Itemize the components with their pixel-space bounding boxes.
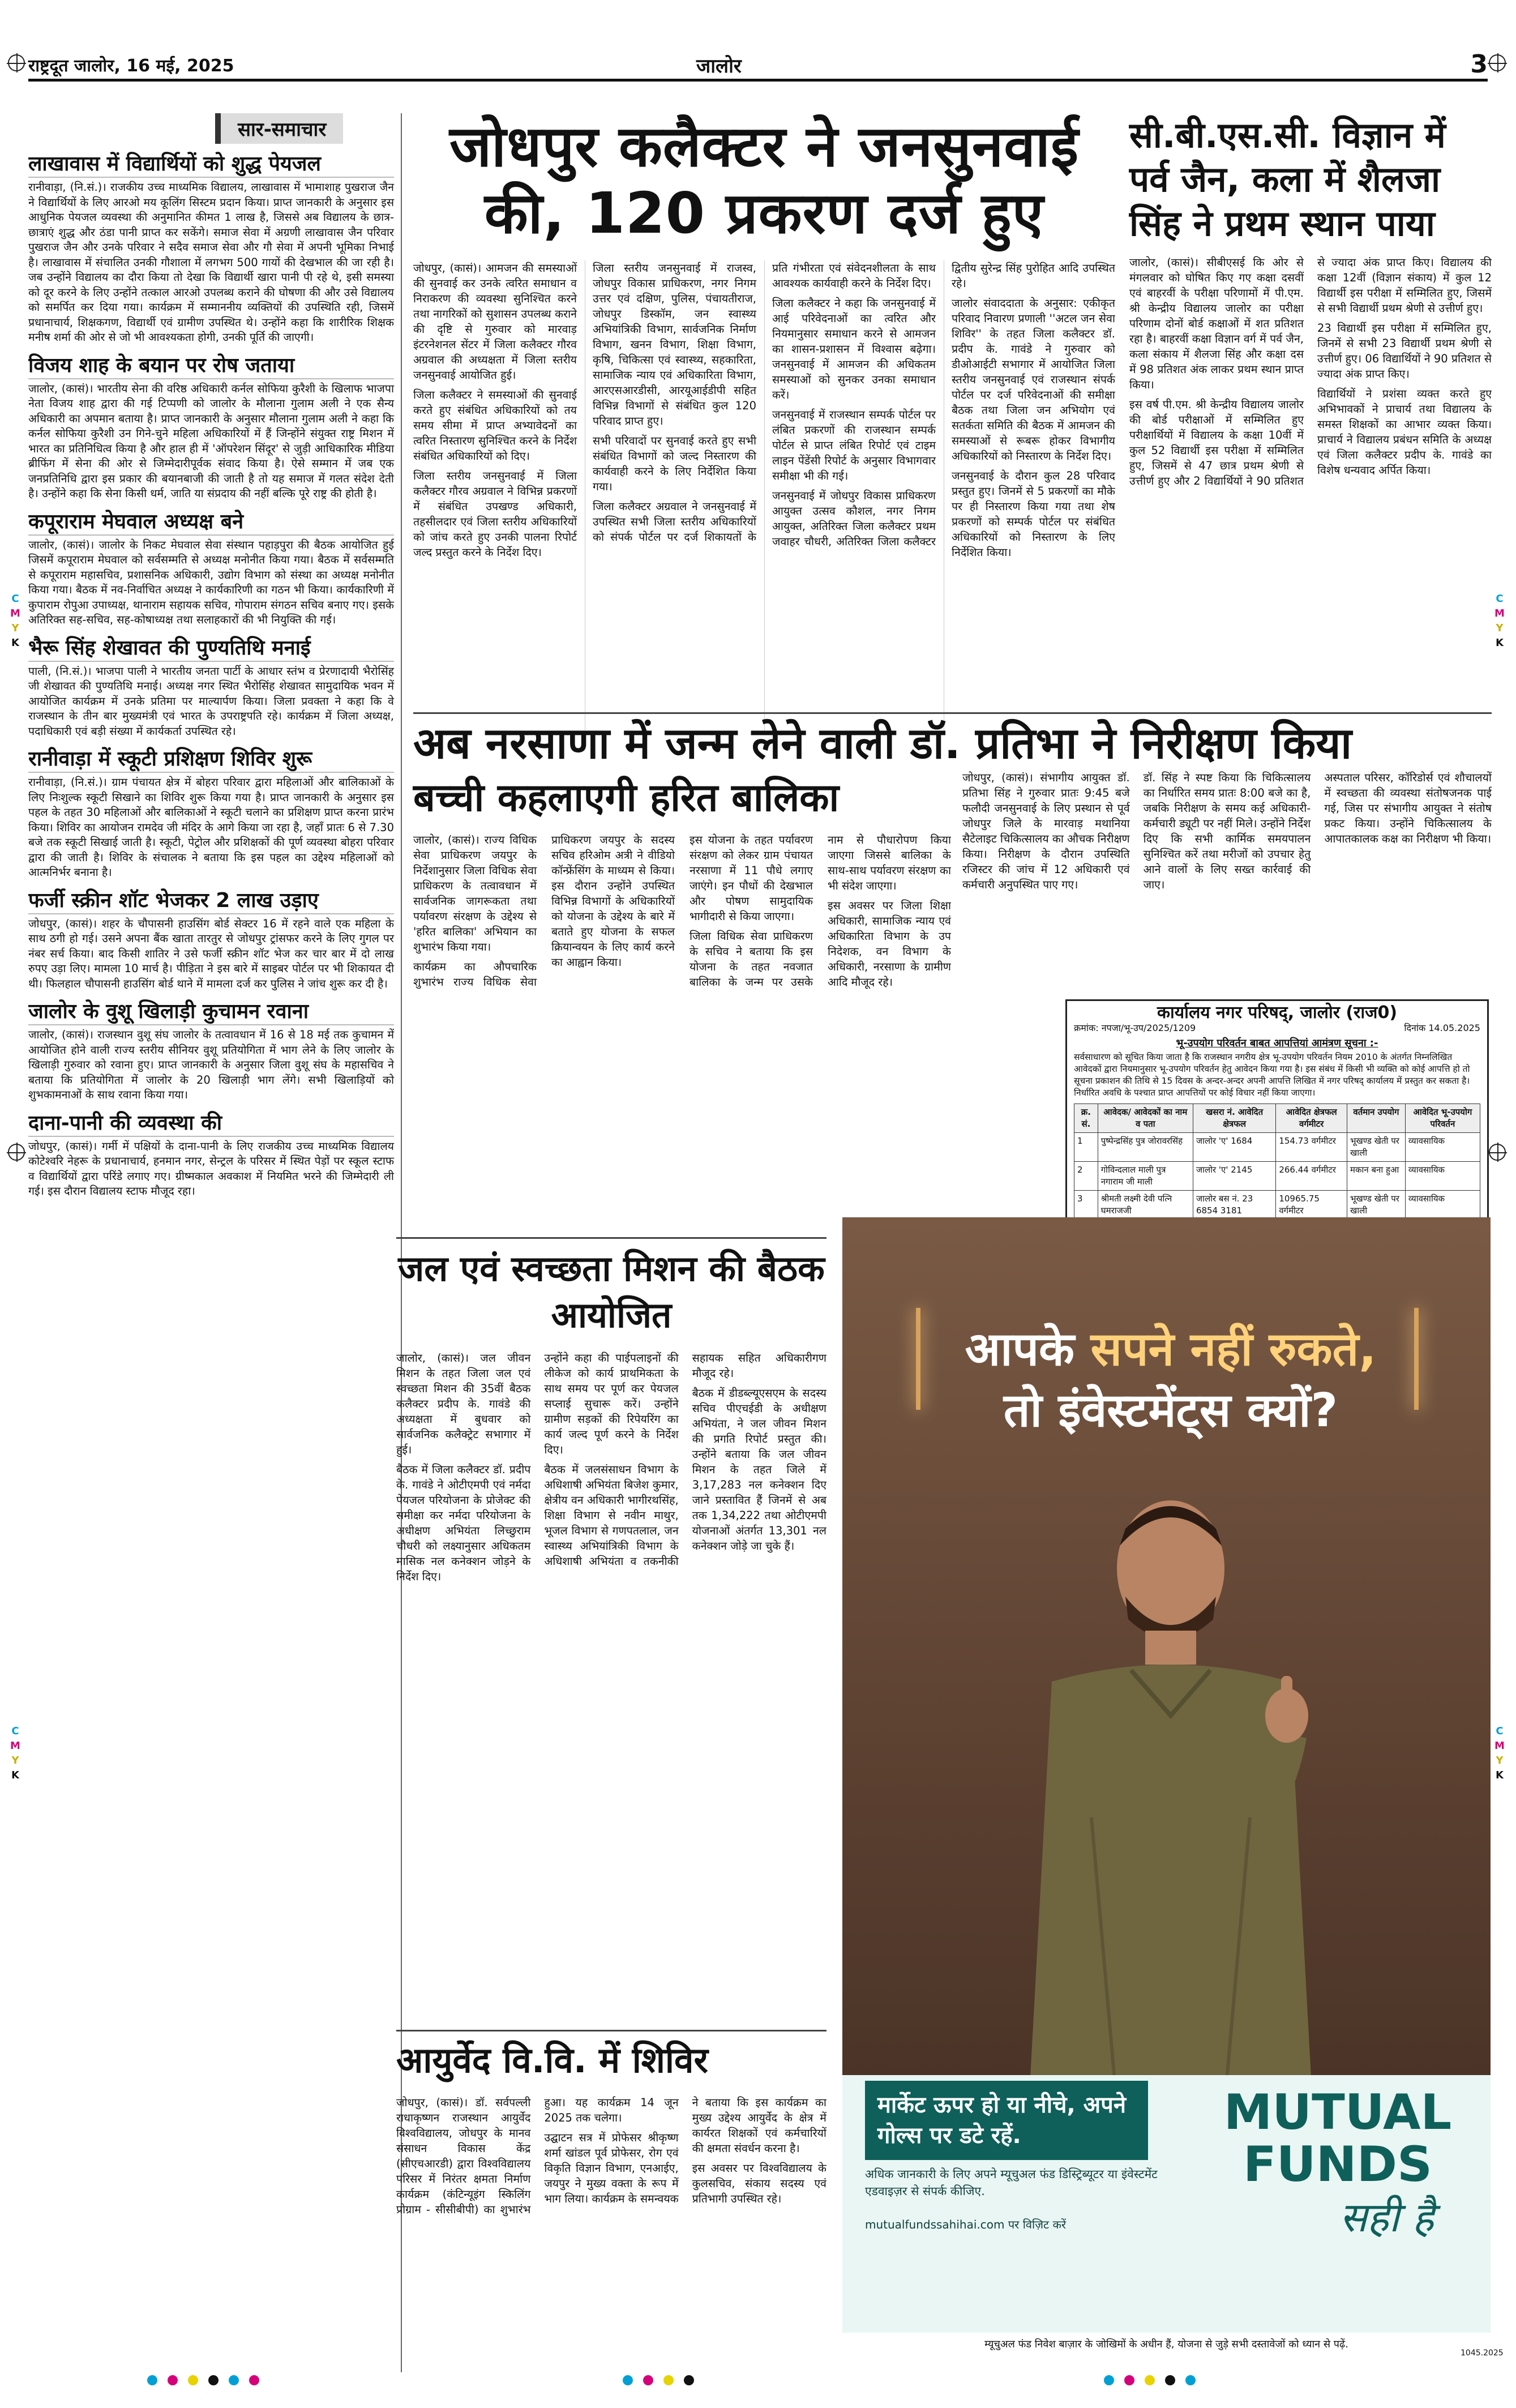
sahi-hai-logo: सही है xyxy=(1339,2193,1434,2241)
cmyk-mark-icon: C M Y K xyxy=(1494,593,1505,649)
ad-footer-panel xyxy=(842,2075,1491,2333)
brief-headline: भैरू सिंह शेखावत की पुण्यतिथि मनाई xyxy=(28,636,394,662)
table-cell: 3 xyxy=(1074,1191,1098,1220)
table-cell: पुष्पेन्द्रसिंह पुत्र जोरावरसिंह xyxy=(1098,1133,1193,1162)
section-divider xyxy=(413,712,1492,714)
article-paragraph: इस वर्ष पी.एम. श्री केन्द्रीय विद्यालय जालोर की बोर्ड परीक्षाओं में सम्मिलित हुए परीक्षार्थियों में विद्यालय के कक्षा 10वीं में कुल 52 विद्यार्थी इस परीक्षा में सम्मिलित हुए, जिसमें से 47 छात्र प्रथम श्रेणी से उत्तीर्ण हुए और 2 विद्यार्थियों ने 90 प्रतिशत से ज्यादा अंक प्राप्त किए। विद्यालय की कक्षा 12वीं (विज्ञान संकाय) में कुल 12 विद्यार्थी इस परीक्षा में सम्मिलित हुए, जिसमें से सभी विद्यार्थी प्रथम श्रेणी से उत्तीर्ण हुए। xyxy=(1129,256,1492,487)
article-paragraph: बैठक में डीडब्ल्यूएसएम के सदस्य सचिव पीएचईडी के अधीक्षण अभियंता, ने जल जीवन मिशन की प्रगति रिपोर्ट प्रस्तुत की। उन्होंने बताया कि जल जीवन मिशन के तहत जिले में 3,17,283 नल कनेक्शन दिए जाने प्रस्तावित हैं जिनमें से अब तक 1,34,222 तथा ओटीएमपी योजनाओं अंतर्गत 13,301 नल कनेक्शन जोड़े जा चुके हैं। xyxy=(692,1387,826,1552)
cbse-headline: सी.बी.एस.सी. विज्ञान में पर्व जैन, कला में शैलजा सिंह ने प्रथम स्थान पाया xyxy=(1129,114,1446,244)
article-paragraph: बैठक में जलसंसाधन विभाग के अधिशाषी अभियंता बिजेश कुमार, क्षेत्रीय वन अधिकारी भागीरथसिंह, शिक्षा विभाग से नवीन माथुर, भूजल विभाग से गणपतलाल, जन स्वास्थ्य अभियांत्रिकी विभाग के अधिशाषी अभियंता व तकनीकी सहायक सहित अधिकारीगण मौजूद रहे। xyxy=(544,1351,826,1568)
article-paragraph: जालोर, (कासं)। सीबीएसई कि ओर से मंगलवार को घोषित किए गए कक्षा दसवीं एवं बाहरवीं के परीक्षा परिणामों में पी.एम. श्री केन्द्रीय विद्यालय जालोर का परीक्षा परिणाम दोनों बोर्ड कक्षाओं में शत प्रतिशत रहा है। बाहरवीं कक्षा विज्ञान वर्ग में पर्व जैन, कला संकाय में शैलजा सिंह और कक्षा दस में 98 प्रतिशत अंक लाकर प्रथम स्थान प्राप्त किया। xyxy=(1129,256,1304,391)
ayurveda-headline: आयुर्वेद वि.वि. में शिविर xyxy=(396,2039,708,2081)
ad-headline-highlight: सपने नहीं रुकते, xyxy=(1090,1323,1377,1376)
brief-story xyxy=(28,353,394,502)
table-cell: जालोर बस नं. 23 6854 3181 xyxy=(1193,1191,1275,1220)
section-divider xyxy=(396,2030,826,2031)
brief-headline: दाना-पानी की व्यवस्था की xyxy=(28,1111,394,1137)
registration-mark-icon xyxy=(8,1144,25,1161)
article-paragraph: जिला कलैक्टर अग्रवाल ने जनसुनवाई में उपस्थित सभी जिला स्तरीय अधिकारियों को संपर्क पोर्टल पर दर्ज शिकायतों के प्रति गंभीरता एवं संवेदनशीलता के साथ आवश्यक कार्यवाही करने के निर्देश दिए। xyxy=(593,262,936,544)
ad-contact-text: अधिक जानकारी के लिए अपने म्यूचुअल फंड डिस्ट्रिब्यूटर या इंवेस्टमेंट एडवाइज़र से संपर्क कीजिए. xyxy=(865,2167,1158,2198)
notice-date: दिनांक 14.05.2025 xyxy=(1404,1023,1480,1033)
table-header: आवेदक/ आवेदकों का नाम व पता xyxy=(1098,1104,1193,1133)
article-paragraph: जिला विधिक सेवा प्राधिकरण के सचिव ने बताया कि इस योजना के तहत नवजात बालिका के जन्म पर उसके नाम से पौधारोपण किया जाएगा जिससे बालिका के साथ-साथ पर्यावरण संरक्षण का भी संदेश जाएगा। xyxy=(690,833,951,989)
article-paragraph: इस योजना के तहत पर्यावरण संरक्षण को लेकर ग्राम पंचायत नरसाणा में 11 पौधे लगाए जाएंगे। इन पौधों की देखभाल और पोषण सामुदायिक भागीदारी से किया जाएगा। xyxy=(690,833,813,923)
table-cell: व्यावसायिक xyxy=(1405,1162,1480,1191)
cmyk-mark-icon: C M Y K xyxy=(1494,1725,1505,1781)
table-cell: श्रीमती लक्ष्मी देवी पत्नि घमराजजी xyxy=(1098,1191,1193,1220)
notice-table xyxy=(1074,1104,1480,1220)
article-paragraph: जोधपुर, (कासं)। संभागीय आयुक्त डॉ. प्रतिभा सिंह ने गुरुवार प्रातः 9:45 बजे फलौदी जनसुनवाई के लिए प्रस्थान से पूर्व जोधपुर जिले के मारवाड़ मथानिया सैटेलाइट चिकित्सालय का औचक निरीक्षण किया। निरीक्षण के दौरान उपस्थिति रजिस्टर की जांच में 12 अधिकारी एवं कर्मचारी अनुपस्थित पाए गए। xyxy=(962,771,1130,891)
article-paragraph: 23 विद्यार्थी इस परीक्षा में सम्मिलित हुए, जिनमें से सभी 23 विद्यार्थी प्रथम श्रेणी से उत्तीर्ण हुए। 06 विद्यार्थियों ने 90 प्रतिशत से ज्यादा अंक प्राप्त किए। xyxy=(1317,322,1492,380)
lamp-icon xyxy=(1414,1308,1419,1410)
article-paragraph: विद्यार्थियों ने प्रशंसा व्यक्त करते हुए अभिभावकों ने प्राचार्य तथा विद्यालय के समस्त शिक्षकों का आभार व्यक्त किया। प्राचार्य ने विद्यालय प्रबंधन समिति के अध्यक्ष एवं जिला कलैक्टर प्रदीप के. गावंडे का विशेष धन्यवाद अर्पित किया। xyxy=(1317,387,1492,477)
brief-headline: कपूराराम मेघवाल अध्यक्ष बने xyxy=(28,510,394,536)
brief-headline: फर्जी स्क्रीन शॉट भेजकर 2 लाख उड़ाए xyxy=(28,888,394,914)
ad-headline xyxy=(927,1319,1414,1442)
article-paragraph: डॉ. सिंह ने स्पष्ट किया कि चिकित्सालय का निर्धारित समय प्रातः 8:00 बजे का है, जबकि निरीक्षण के समय कई अधिकारी-कर्मचारी ड्यूटी पर नहीं मिले। उन्होंने निर्देश दिए कि सभी कार्मिक समयपालन सुनिश्चित करें तथा मरीजों को उपचार हेतु आने वालों के लिए सख्त कार्रवाई की जाए। xyxy=(1143,771,1311,891)
color-bar-icon xyxy=(1104,2375,1196,2385)
water-mission-headline: जल एवं स्वच्छता मिशन की बैठक आयोजित xyxy=(398,1248,825,1336)
masthead xyxy=(28,48,1488,82)
ad-code: 1045.2025 xyxy=(1461,2349,1504,2358)
brief-story xyxy=(28,636,394,739)
ad-headline-line2: तो इंवेस्टमेंट्स क्यों? xyxy=(1003,1384,1338,1438)
brief-headline: विजय शाह के बयान पर रोष जताया xyxy=(28,353,394,379)
article-paragraph: जालोर, (कासं)। राज्य विधिक सेवा प्राधिकरण जयपुर के निर्देशानुसार जिला विधिक सेवा प्राधिकरण के तत्वावधान में सार्वजनिक जागरूकता तथा पर्यावरण संरक्षण के उद्देश्य से 'हरित बालिका' अभियान का शुभारंभ किया गया। xyxy=(413,833,537,953)
cmyk-mark-icon: C M Y K xyxy=(10,1725,20,1781)
lamp-icon xyxy=(916,1308,920,1410)
table-cell: 154.73 वर्गमीटर xyxy=(1276,1133,1347,1162)
notice-ref-no: क्रमांक: नपजा/भू-उप/2025/1209 xyxy=(1074,1023,1196,1033)
registration-mark-icon xyxy=(1489,1144,1506,1161)
table-cell: 266.44 वर्गमीटर xyxy=(1276,1162,1347,1191)
article-paragraph: जिला स्तरीय जनसुनवाई में जिला कलैक्टर गौरव अग्रवाल ने विभिन्न प्रकरणों में संबंधित उपखण्ड अधिकारी, तहसीलदार एवं जिला स्तरीय अधिकारियों को जांच करते हुए उनकी पालना रिपोर्ट जल्द प्रस्तुत करने के निर्देश दिए। xyxy=(413,469,577,559)
ad-disclaimer: म्यूचुअल फंड निवेश बाज़ार के जोखिमों के अधीन हैं, योजना से जुड़े सभी दस्तावेजों को ध्यान से पढ़ें. xyxy=(984,2338,1348,2350)
cmyk-mark-icon: C M Y K xyxy=(10,593,20,649)
article-paragraph: जिला कलैक्टर ने कहा कि जनसुनवाई में आई परिवेदनाओं का त्वरित और नियमानुसार समाधान करने से आमजन का शासन-प्रशासन में विश्वास बढ़ेगा। जनसुनवाई में आमजन की अधिकतम समस्याओं को सुनकर उनका समाधान करें। xyxy=(772,297,936,401)
table-header: क्र. सं. xyxy=(1074,1104,1098,1133)
brief-body: रानीवाड़ा, (नि.सं.)। ग्राम पंचायत क्षेत्र में बोहरा परिवार द्वारा महिलाओं और बालिकाओं के लिए निःशुल्क स्कूटी सिखाने का शिविर शुरू किया गया है। प्राप्त जानकारी के अनुसार इस पहल के तहत 30 महिलाओं और बालिकाओं ने स्कूटी चलाने का प्रशिक्षण प्राप्त करना प्रारंभ किया। शिविर का आयोजन रामदेव जी मंदिर के आगे किया जा रहा है, जहाँ प्रातः 6 से 7.30 बजे तक स्कूटी सिखाई जाती है। स्कूटी, पेट्रोल और प्रशिक्षकों की पूर्ण व्यवस्था बोहरा परिवार द्वारा की जाती है। शिविर के संचालक ने बताया कि इस पहल का उद्देश्य महिलाओं को आत्मनिर्भर बनाना है। xyxy=(28,776,394,879)
article-paragraph: जोधपुर, (कासं)। डॉ. सर्वपल्ली राधाकृष्णन राजस्थान आयुर्वेद विश्वविद्यालय, जोधपुर के मानव संसाधन विकास केंद्र (सीएचआरडी) द्वारा विश्वविद्यालय परिसर में निरंतर क्षमता निर्माण कार्यक्रम (कंटिन्यूइंग स्किलिंग प्रोग्राम - सीसीबीपी) का शुभारंभ हुआ। यह कार्यक्रम 14 जून 2025 तक चलेगा। xyxy=(396,2096,679,2216)
mutual-funds-logo: MUTUAL FUNDS xyxy=(1223,2084,1452,2193)
masthead-city: जालोर xyxy=(696,55,742,78)
article-paragraph: जालोर संवाददाता के अनुसार: एकीकृत परिवाद निवारण प्रणाली ''अटल जन सेवा शिविर'' के तहत जिला कलैक्टर डॉ. प्रदीप के. गावंडे ने गुरुवार को डीओआईटी सभागार में आयोजित जिला स्तरीय जनसुनवाई एवं राजस्थान संपर्क पोर्टल पर दर्ज परिवेदनाओं की समीक्षा बैठक तथा जिला जन अभियोग एवं सतर्कता समिति की बैठक में आमजन की समस्याओं से रूबरू होकर विभागीय अधिकारियों को निस्तारण के निर्देश दिए। xyxy=(952,297,1115,463)
table-cell: भूखण्ड खेती पर खाली xyxy=(1347,1191,1405,1220)
table-cell: जालोर 'ए' 2145 xyxy=(1193,1162,1275,1191)
lead-headline: जोधपुर कलैक्टर ने जनसुनवाई की, 120 प्रकरण दर्ज हुए xyxy=(449,113,1080,246)
brief-headline: रानीवाड़ा में स्कूटी प्रशिक्षण शिविर शुरू xyxy=(28,747,394,773)
cbse-article xyxy=(1129,255,1492,730)
article-paragraph: कार्यक्रम का औपचारिक शुभारंभ राज्य विधिक सेवा प्राधिकरण जयपुर के सदस्य सचिव हरिओम अत्री ने वीडियो कॉन्फ्रेंसिंग के माध्यम से किया। इस दौरान उन्होंने उपस्थित विभिन्न विभागों के अधिकारियों को योजना के उद्देश्य के बारे में बताते हुए योजना के सफल क्रियान्वयन के लिए कार्य करने का आह्वान किया। xyxy=(413,833,675,989)
brief-story xyxy=(28,510,394,628)
news-briefs-column xyxy=(28,113,402,2372)
registration-mark-icon xyxy=(1489,54,1506,71)
color-bar-icon xyxy=(147,2375,259,2385)
table-header: आवेदित भू-उपयोग परिवर्तन xyxy=(1405,1104,1480,1133)
article-paragraph: जनसुनवाई में राजस्थान सम्पर्क पोर्टल पर लंबित प्रकरणों की राजस्थान सम्पर्क पोर्टल से प्राप्त लंबित रिपोर्ट एवं टाइम लाइन पेंडेंसी रिपोर्ट के अनुसार विभागवार समीक्षा भी की गई। xyxy=(772,408,936,482)
mutual-fund-advertisement xyxy=(842,1217,1491,2333)
table-cell: भूखण्ड खेती पर खाली xyxy=(1347,1133,1405,1162)
brief-story xyxy=(28,999,394,1103)
ad-headline-pre: आपके xyxy=(965,1323,1091,1376)
article-paragraph: जोधपुर, (कासं)। आमजन की समस्याओं की सुनवाई कर उनके त्वरित समाधान व निराकरण की व्यवस्था सुनिश्चित करने तथा नागरिकों को सुशासन उपलब्ध कराने की दृष्टि से गुरुवार को मारवाड़ इंटरनेशनल सेंटर में जिला कलैक्टर गौरव अग्रवाल की अध्यक्षता में जिला स्तरीय जनसुनवाई आयोजित हुई। xyxy=(413,262,577,382)
brief-body: जालोर, (कासं)। भारतीय सेना की वरिष्ठ अधिकारी कर्नल सोफिया कुरैशी के खिलाफ भाजपा नेता विजय शाह द्वारा की गई टिप्पणी को जालोर के मौलाना गुलाम अली ने एक सैन्य अधिकारी का अपमान बताया है। प्राप्त जानकारी के अनुसार मौलाना गुलाम अली ने कहा कि कर्नल सोफिया कुरैशी उन गिने-चुने महिला अधिकारियों में हैं जिन्होंने संयुक्त राष्ट्र मिशन में भारत का प्रतिनिधित्व किया है और हाल ही में 'ऑपरेशन सिंदूर' से जुड़ी आधिकारिक मीडिया ब्रीफिंग में सेना की ओर से जिम्मेदारीपूर्वक संवाद किया है। ऐसे सम्मान में जब एक जनप्रतिनिधि द्वारा इस प्रकार की बयानबाजी की जाती है तो यह समाज में गलत संदेश देती है। उन्होंने कहा कि सेना किसी धर्म, जाति या संप्रदाय की नहीं बल्कि पूरे राष्ट्र की होती है। xyxy=(28,382,394,500)
table-header-row xyxy=(1074,1104,1480,1133)
table-cell: जालोर 'ए' 1684 xyxy=(1193,1133,1275,1162)
water-mission-article xyxy=(396,1350,826,2021)
table-cell: व्यावसायिक xyxy=(1405,1133,1480,1162)
article-paragraph: इस अवसर पर विश्वविद्यालय के कुलसचिव, संकाय सदस्य एवं प्रतिभागी उपस्थित रहे। xyxy=(692,2162,826,2205)
notice-title: कार्यालय नगर परिषद्, जालोर (राज0) xyxy=(1157,1003,1398,1023)
brief-headline: जालोर के वुशू खिलाड़ी कुचामन रवाना xyxy=(28,999,394,1025)
notice-ref-row xyxy=(1074,1022,1480,1034)
brief-story xyxy=(28,888,394,992)
registration-mark-icon xyxy=(8,54,25,71)
brief-body: जोधपुर, (कासं)। गर्मी में पक्षियों के दाना-पानी के लिए राजकीय उच्च माध्यमिक विद्यालय कोटेश्वरि नेहरू के प्रधानाचार्य, हनमान नगर, सेन्ट्रल के परिसर में स्थित पेड़ों पर स्कूल स्टाफ व विद्यार्थियों द्वारा परिंडे लगाए गए। ग्रीष्मकाल अवकाश में नियमित भरने की जिम्मेदारी ली गई। इस दौरान विद्यालय स्टाफ मौजूद रहा। xyxy=(28,1139,394,1197)
ayurveda-article xyxy=(396,2095,826,2361)
table-row xyxy=(1074,1162,1480,1191)
article-paragraph: बैठक में जिला कलैक्टर डॉ. प्रदीप के. गावंडे ने ओटीएमपी एवं नर्मदा पेयजल परियोजना के प्रोजेक्ट की समीक्षा कर नर्मदा परियोजना के अधीक्षण अभियंता लिच्छुराम चौधरी को लक्ष्यानुसार अधिकतम मासिक नल कनेक्शन जोड़ने के निर्देश दिए। xyxy=(396,1463,531,1583)
notice-subject: भू-उपयोग परिवर्तन बाबत आपत्तियां आमंत्रण सूचना :- xyxy=(1176,1037,1378,1049)
section-divider xyxy=(396,1237,826,1239)
article-paragraph: अस्पताल परिसर, कॉरिडोर्स एवं शौचालयों में स्वच्छता की व्यवस्था संतोषजनक पाई गई, जिस पर संभागीय आयुक्त ने संतोष प्रकट किया। उन्होंने चिकित्सालय के आपातकालक कक्ष का निरीक्षण भी किया। xyxy=(1324,771,1492,845)
table-cell: मकान बना हुआ xyxy=(1347,1162,1405,1191)
brief-story xyxy=(28,152,394,345)
page-number: 3 xyxy=(1470,50,1488,79)
ad-website: mutualfundssahihai.com पर विज़िट करें xyxy=(865,2218,1067,2231)
table-header: खसरा नं. आवेदित क्षेत्रफल xyxy=(1193,1104,1275,1133)
brief-body: जालोर, (कासं)। राजस्थान वुशू संघ जालोर के तत्वावधान में 16 से 18 मई तक कुचामन में आयोजित होने वाली राज्य स्तरीय सीनियर वुशू प्रतियोगिता में भाग लेने के लिए जालोर के खिलाड़ी गुरुवार को रवाना हुए। प्राप्त जानकारी के अनुसार जिला वुशू संघ के महासचिव ने बताया कि प्रतियोगिता में जालोर के 20 खिलाड़ी भाग लेंगे। सभी खिलाड़ियों को शुभकामनाओं के साथ रवाना किया गया। xyxy=(28,1028,394,1101)
table-cell: गोविन्दलाल माली पुत्र नगाराम जी माली xyxy=(1098,1162,1193,1191)
article-paragraph: जिला स्तरीय जनसुनवाई में राजस्व, जोधपुर विकास प्राधिकरण, नगर निगम उत्तर एवं दक्षिण, पुलिस, पंचायतीराज, जोधपुर डिस्कॉम, जन स्वास्थ्य अभियांत्रिकी विभाग, सार्वजनिक निर्माण विभाग, खनन विभाग, शिक्षा विभाग, कृषि, चिकित्सा एवं स्वास्थ्य, सहकारिता, सामाजिक न्याय एवं अधिकारिता विभाग, आरएसआरडीसी, आरयूआईडीपी सहित विभिन्न विभागों से संबंधित कुल 120 परिवाद प्राप्त हुए। xyxy=(593,262,756,427)
article-paragraph: जालोर, (कासं)। जल जीवन मिशन के तहत जिला जल एवं स्वच्छता मिशन की 35वीं बैठक कलैक्टर प्रदीप के. गावंडे की अध्यक्षता में बुधवार को सार्वजनिक कलैक्ट्रेट सभागार में हुई। xyxy=(396,1351,531,1456)
color-bar-icon xyxy=(623,2375,694,2385)
article-paragraph: उद्घाटन सत्र में प्रोफेसर श्रीकृष्ण शर्मा खांडल पूर्व प्रोफेसर, रोग एवं विकृति विज्ञान विभाग, एनआईए, जयपुर ने मुख्य वक्ता के रूप में भाग लिया। कार्यक्रम के समन्वयक ने बताया कि इस कार्यक्रम का मुख्य उद्देश्य आयुर्वेद के क्षेत्र में कार्यरत शिक्षकों एवं कर्मचारियों की क्षमता संवर्धन करना है। xyxy=(544,2096,826,2205)
article-paragraph: जनसुनवाई में जोधपुर विकास प्राधिकरण आयुक्त उत्सव कौशल, नगर निगम आयुक्त, अतिरिक्त जिला कलैक्टर प्रथम जवाहर चौधरी, अतिरिक्त जिला कलैक्टर द्वितीय सुरेन्द्र सिंह पुरोहित आदि उपस्थित रहे। xyxy=(772,262,1115,548)
brief-story xyxy=(28,747,394,880)
brief-headline: लाखावास में विद्यार्थियों को शुद्ध पेयजल xyxy=(28,152,394,178)
table-cell: 1 xyxy=(1074,1133,1098,1162)
article-paragraph: इस अवसर पर जिला शिक्षा अधिकारी, सामाजिक न्याय एवं अधिकारिता विभाग के उप निदेशक, वन विभाग के अधिकारी, नरसाणा के ग्रामीण आदि मौजूद रहे। xyxy=(828,899,951,989)
table-cell: 2 xyxy=(1074,1162,1098,1191)
brief-body: पाली, (नि.सं.)। भाजपा पाली ने भारतीय जनता पार्टी के आधार स्तंभ व प्रेरणादायी भैरोसिंह जी शेखावत की पुण्यतिथि मनाई। अध्यक्ष नगर स्थित भैरोसिंह शेखावत सामुदायिक भवन में आयोजित कार्यक्रम में उनके प्रतिमा पर माल्यार्पण किया। जिला प्रवक्ता ने कहा कि वे राजस्थान के तीन बार मुख्यमंत्री एवं भारत के उपराष्ट्रपति रहे। कार्यक्रम में जिला अध्यक्ष, पदाधिकारी एवं बड़ी संख्या में कार्यकर्ता उपस्थित रहे। xyxy=(28,664,394,738)
ad-tagline: मार्केट ऊपर हो या नीचे, अपने गोल्स पर डटे रहें. xyxy=(865,2081,1148,2160)
brief-body: जालोर, (कासं)। जालोर के निकट मेघवाल सेवा संस्थान पहाड़पुरा की बैठक आयोजित हुई जिसमें कपूराराम मेघवाल को सर्वसम्मति से अध्यक्ष मनोनीत किया गया। बैठक में सर्वसम्मति से कपूराराम महासचिव, प्रशासनिक अधिकारी, उद्योग विभाग को संस्था का अध्यक्ष मनोनीत किया गया। बैठक में नव-निर्वाचित अध्यक्ष ने कार्यकारिणी का गठन भी किया। कार्यकारिणी में कुपाराम रोपुआ उपाध्यक्ष, थानाराम सहायक सचिव, गोपाराम संगठन सचिव बनाए गए। इसके अतिरिक्त सह-सचिव, सह-कोषाध्यक्ष तथा सलाहकारों की भी नियुक्ति की गई। xyxy=(28,538,394,626)
article-paragraph: उन्होंने कहा की पाईपलाइनों की लीकेज को कार्य प्राथमिकता के साथ समय पर पूर्ण कर पेयजल सप्लाई सुचारू करें। उन्होंने ग्रामीण सड़कों की रिपेयरिंग का कार्य जल्द पूर्ण करने के निर्देश दिए। xyxy=(544,1351,679,1456)
table-cell: 10965.75 वर्गमीटर xyxy=(1276,1191,1347,1220)
section-tag: सार-समाचार xyxy=(215,113,343,144)
lead-article xyxy=(413,260,1115,730)
table-row xyxy=(1074,1133,1480,1162)
article-paragraph: सभी परिवादों पर सुनवाई करते हुए सभी संबंधित विभागों को जल्द निस्तारण की कार्यवाही करने के लिए निर्देशित किया गया। xyxy=(593,434,756,493)
brief-story xyxy=(28,1111,394,1199)
brief-body: जोधपुर, (कासं)। शहर के चौपासनी हाउसिंग बोर्ड सेक्टर 16 में रहने वाले एक महिला के साथ ठगी हो गई। उसने अपना बैंक खाता तारतुर से जोधपुर ट्रांसफर करने के लिए गुगल पर नंबर सर्च किया। बाद किसी शातिर ने उसे फर्जी स्क्रीन शॉट भेज कर चार बार में दो लाख रुपए उड़ा लिए। मामला 10 मार्च है। पीड़िता ने इस बारे में साइबर पोर्टल पर भी शिकायत दी थी। फिलहाल चौपासनी हाउसिंग बोर्ड थाने में मामला दर्ज कर पुलिस ने जांच शुरू कर दी है। xyxy=(28,917,394,990)
article-paragraph: जनसुनवाई के दौरान कुल 28 परिवाद प्रस्तुत हुए। जिनमें से 5 प्रकरणों का मौके पर ही निस्तारण किया गया तथा शेष प्रकरणों को सम्पर्क पोर्टल पर संबंधित अधिकारियों को निस्तारण के लिए निर्देशित किया। xyxy=(952,469,1115,559)
pratibha-article xyxy=(962,770,1492,1002)
notice-body: सर्वसाधारण को सूचित किया जाता है कि राजस्थान नगरीय क्षेत्र भू-उपयोग परिवर्तन नियम 2010 के अंतर्गत निम्नलिखित आवेदकों द्वारा नियमानुसार भू-उपयोग परिवर्तन हेतु आवेदन किया गया है। इस संबंध में किसी भी व्यक्ति को कोई आपत्ति हो तो सूचना प्रकाशन की तिथि से 15 दिवस के अन्दर-अन्दर अपनी आपत्ति लिखित में नगर परिषद् कार्यालय में प्रस्तुत कर सकता है। निर्धारित अवधि के पश्चात प्राप्त आपत्तियों पर कोई विचार नहीं किया जाएगा। xyxy=(1074,1052,1470,1098)
table-row xyxy=(1074,1191,1480,1220)
brief-body: रानीवाड़ा, (नि.सं.)। राजकीय उच्च माध्यमिक विद्यालय, लाखावास में भामाशाह पुखराज जैन ने विद्यार्थियों के लिए आरओ मय कूलिंग सिस्टम प्रदान किया। प्राप्त जानकारी के अनुसार इस आधुनिक पेयजल व्यवस्था की अनुमानित कीमत 1 लाख है, जिससे अब विद्यालय के छात्र-छात्राएं शुद्ध और ठंडा पानी प्राप्त कर सकेंगे। समाज सेवा में अग्रणी लाखावास जैन परिवार पुखराज जैन और उनके परिवार ने सदैव समाज सेवा और गौ सेवा में अपनी भूमिका निभाई है। लाखावास में संचालित उनकी गौशाला में लगभग 500 गायों की देखभाल की जा रही है। जब उन्होंने विद्यालय का दौरा किया तो देखा कि विद्यार्थी खारा पानी पी रहे थे, इसी समस्या को दूर करने के लिए उन्होंने तत्काल आरओ उपलब्ध कराने की घोषणा की और उसे विद्यालय को समर्पित कर दिया गया। कार्यक्रम में सम्माननीय व्यक्तियों की उपस्थिति रही, जिसमें प्रधानाचार्य, शिक्षकगण, विद्यार्थी एवं ग्रामीण उपस्थित थे। उन्होंने कहा कि शारीरिक शिक्षक मनीष शर्मा की ओर से जो भी आवश्यकता होगी, उनकी पूर्ति की जाएगी। xyxy=(28,181,394,344)
green-girl-headline: बच्ची कहलाएगी हरित बालिका xyxy=(413,776,840,820)
table-cell: व्यावसायिक xyxy=(1405,1191,1480,1220)
article-paragraph: जिला कलैक्टर ने समस्याओं की सुनवाई करते हुए संबंधित अधिकारियों को तय समय सीमा में प्राप्त अभ्यावेदनों का त्वरित निस्तारण सुनिश्चित करने के निर्देश संबंधित अधिकारियों को दिए। xyxy=(413,388,577,463)
masthead-date: राष्ट्रदूत जालोर, 16 मई, 2025 xyxy=(28,56,234,76)
table-header: वर्तमान उपयोग xyxy=(1347,1104,1405,1133)
table-header: आवेदित क्षेत्रफल वर्गमीटर xyxy=(1276,1104,1347,1133)
pratibha-headline: अब नरसाणा में जन्म लेने वाली डॉ. प्रतिभा ने निरीक्षण किया xyxy=(413,718,1352,768)
